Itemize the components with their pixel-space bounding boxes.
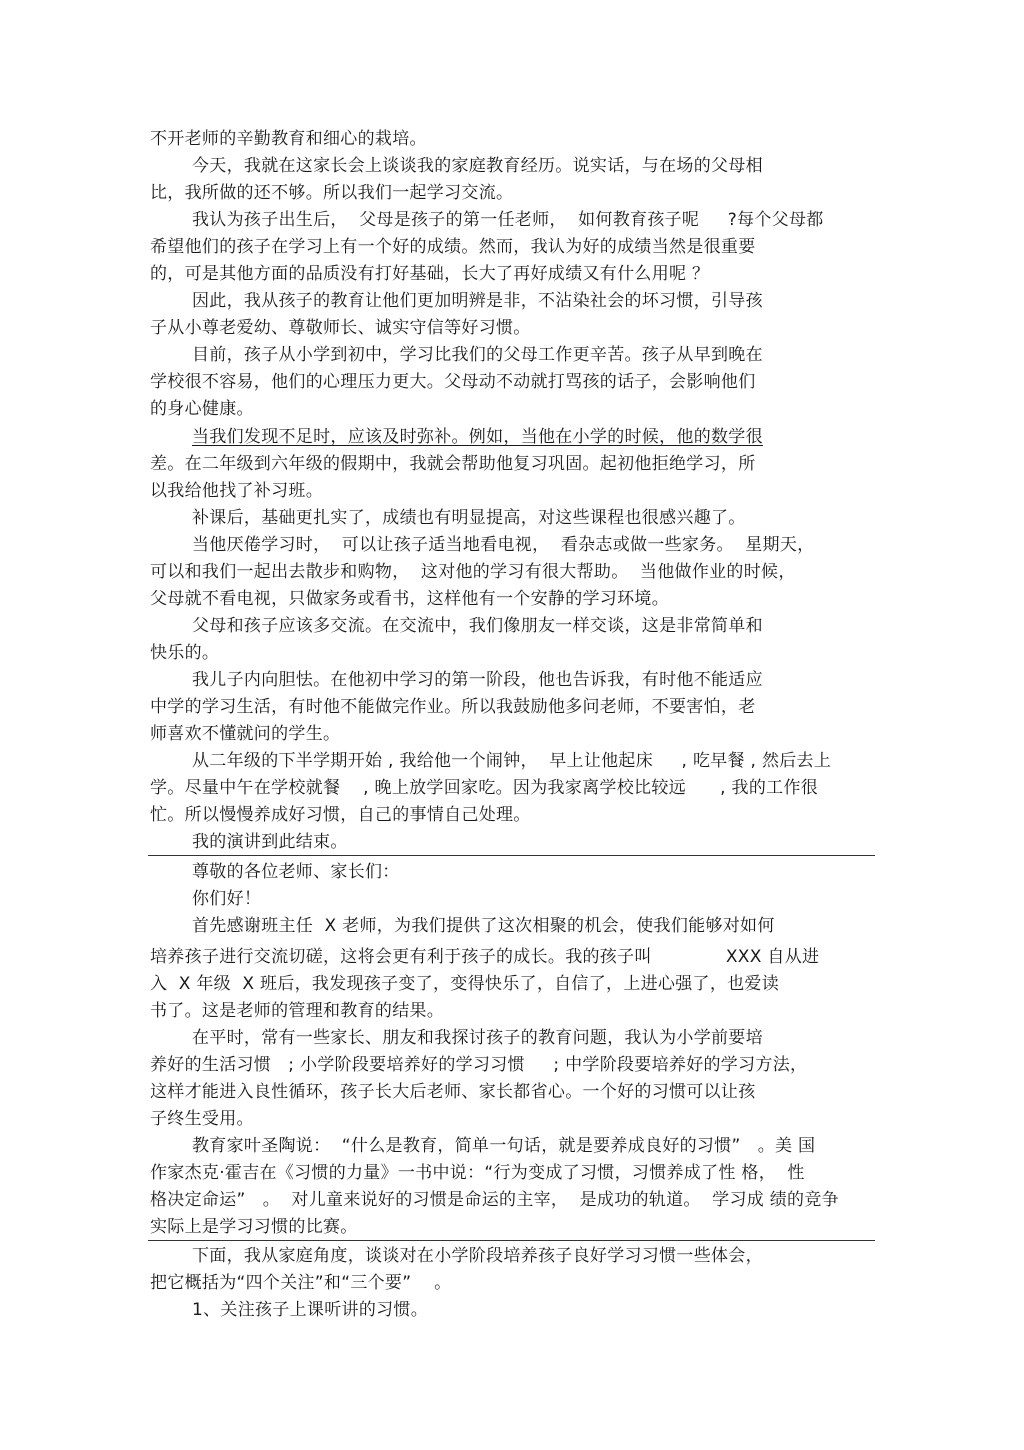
text-line: 我的演讲到此结束。	[192, 832, 348, 852]
text-line: 入 X 年级 X 班后，我发现孩子变了，变得快乐了，自信了，上进心强了，也爱读	[150, 974, 780, 994]
text-line: 从二年级的下半学期开始 , 我给他一个闹钟， 早上让他起床 , 吃早餐 , 然后去上	[192, 751, 832, 771]
text-line: 首先感谢班主任 X 老师，为我们提供了这次相聚的机会，使我们能够对如何	[192, 916, 775, 936]
text-line: 师喜欢不懂就问的学生。	[150, 724, 341, 744]
text-line: 1、关注孩子上课听讲的习惯。	[192, 1300, 429, 1320]
text-line: 学校很不容易，他们的心理压力更大。父母动不动就打骂孩的话子，会影响他们	[150, 372, 756, 392]
text-line: 的身心健康。	[150, 399, 254, 419]
text-line: 目前，孩子从小学到初中，学习比我们的父母工作更辛苦。孩子从早到晚在	[192, 345, 763, 365]
text-line: 忙。所以慢慢养成好习惯，自己的事情自己处理。	[150, 805, 531, 825]
text-line: 把它概括为“四个关注”和“三个要” 。	[150, 1273, 452, 1293]
text-line: 我儿子内向胆怯。在他初中学习的第一阶段，他也告诉我，有时他不能适应	[192, 670, 763, 690]
text-line: 父母和孩子应该多交流。在交流中，我们像朋友一样交谈，这是非常简单和	[192, 616, 763, 636]
text-line: 在平时，常有一些家长、朋友和我探讨孩子的教育问题，我认为小学前要培	[192, 1028, 763, 1048]
text-line: 希望他们的孩子在学习上有一个好的成绩。然而，我认为好的成绩当然是很重要	[150, 237, 756, 257]
text-line: 当我们发现不足时，应该及时弥补。例如，当他在小学的时候，他的数学很	[192, 427, 763, 447]
text-line: 尊敬的各位老师、家长们：	[192, 862, 400, 882]
text-line: 因此，我从孩子的教育让他们更加明辨是非，不沾染社会的坏习惯，引导孩	[192, 291, 763, 311]
text-line: 以我给他找了补习班。	[150, 481, 323, 501]
text-line: 父母就不看电视，只做家务或看书，这样他有一个安静的学习环境。	[150, 589, 669, 609]
text-line: 作家杰克·霍吉在《习惯的力量》一书中说：“行为变成了习惯，习惯养成了性 格， 性	[150, 1163, 805, 1183]
text-line: 我认为孩子出生后， 父母是孩子的第一任老师， 如何教育孩子呢 ?每个父母都	[192, 210, 824, 230]
text-line: 实际上是学习习惯的比赛。	[150, 1217, 358, 1237]
text-line: 子终生受用。	[150, 1109, 254, 1129]
text-line: 差。在二年级到六年级的假期中，我就会帮助他复习巩固。起初他拒绝学习，所	[150, 454, 756, 474]
text-line: 的，可是其他方面的品质没有打好基础，长大了再好成绩又有什么用呢 ？	[150, 264, 710, 284]
text-line: 下面，我从家庭角度，谈谈对在小学阶段培养孩子良好学习习惯一些体会，	[192, 1246, 763, 1266]
text-line: 当他厌倦学习时， 可以让孩子适当地看电视， 看杂志或做一些家务。 星期天，	[192, 535, 815, 555]
text-line: 你们好！	[192, 889, 262, 909]
section-divider	[148, 1240, 875, 1241]
text-line: 学。尽量中午在学校就餐 , 晚上放学回家吃。因为我家离学校比较远 , 我的工作很	[150, 778, 819, 798]
text-line: 教育家叶圣陶说： “什么是教育，简单一句话，就是要养成良好的习惯” 。美 国	[192, 1136, 816, 1156]
text-line: 可以和我们一起出去散步和购物， 这对他的学习有很大帮助。 当他做作业的时候，	[150, 562, 796, 582]
text-line: 子从小尊老爱幼、尊敬师长、诚实守信等好习惯。	[150, 318, 531, 338]
text-line: 中学的学习生活，有时他不能做完作业。所以我鼓励他多问老师，不要害怕，老	[150, 697, 756, 717]
text-line: 书了。这是老师的管理和教育的结果。	[150, 1001, 445, 1021]
text-line: 这样才能进入良性循环，孩子长大后老师、家长都省心。一个好的习惯可以让孩	[150, 1082, 756, 1102]
text-line: 补课后，基础更扎实了，成绩也有明显提高，对这些课程也很感兴趣了。	[192, 508, 746, 528]
text-line: 格决定命运” 。 对儿童来说好的习惯是命运的主宰， 是成功的轨道。 学习成 绩的竞争	[150, 1190, 839, 1210]
text-line: 比，我所做的还不够。所以我们一起学习交流。	[150, 183, 514, 203]
section-divider	[148, 855, 875, 856]
text-line: 快乐的。	[150, 643, 220, 663]
text-line: 培养孩子进行交流切磋，这将会更有利于孩子的成长。我的孩子叫 XXX 自从进	[150, 947, 820, 967]
text-line: 不开老师的辛勤教育和细心的栽培。	[150, 129, 427, 149]
text-line: 养好的生活习惯 ; 小学阶段要培养好的学习习惯 ; 中学阶段要培养好的学习方法，	[150, 1055, 808, 1075]
text-line: 今天，我就在这家长会上谈谈我的家庭教育经历。说实话，与在场的父母相	[192, 156, 763, 176]
